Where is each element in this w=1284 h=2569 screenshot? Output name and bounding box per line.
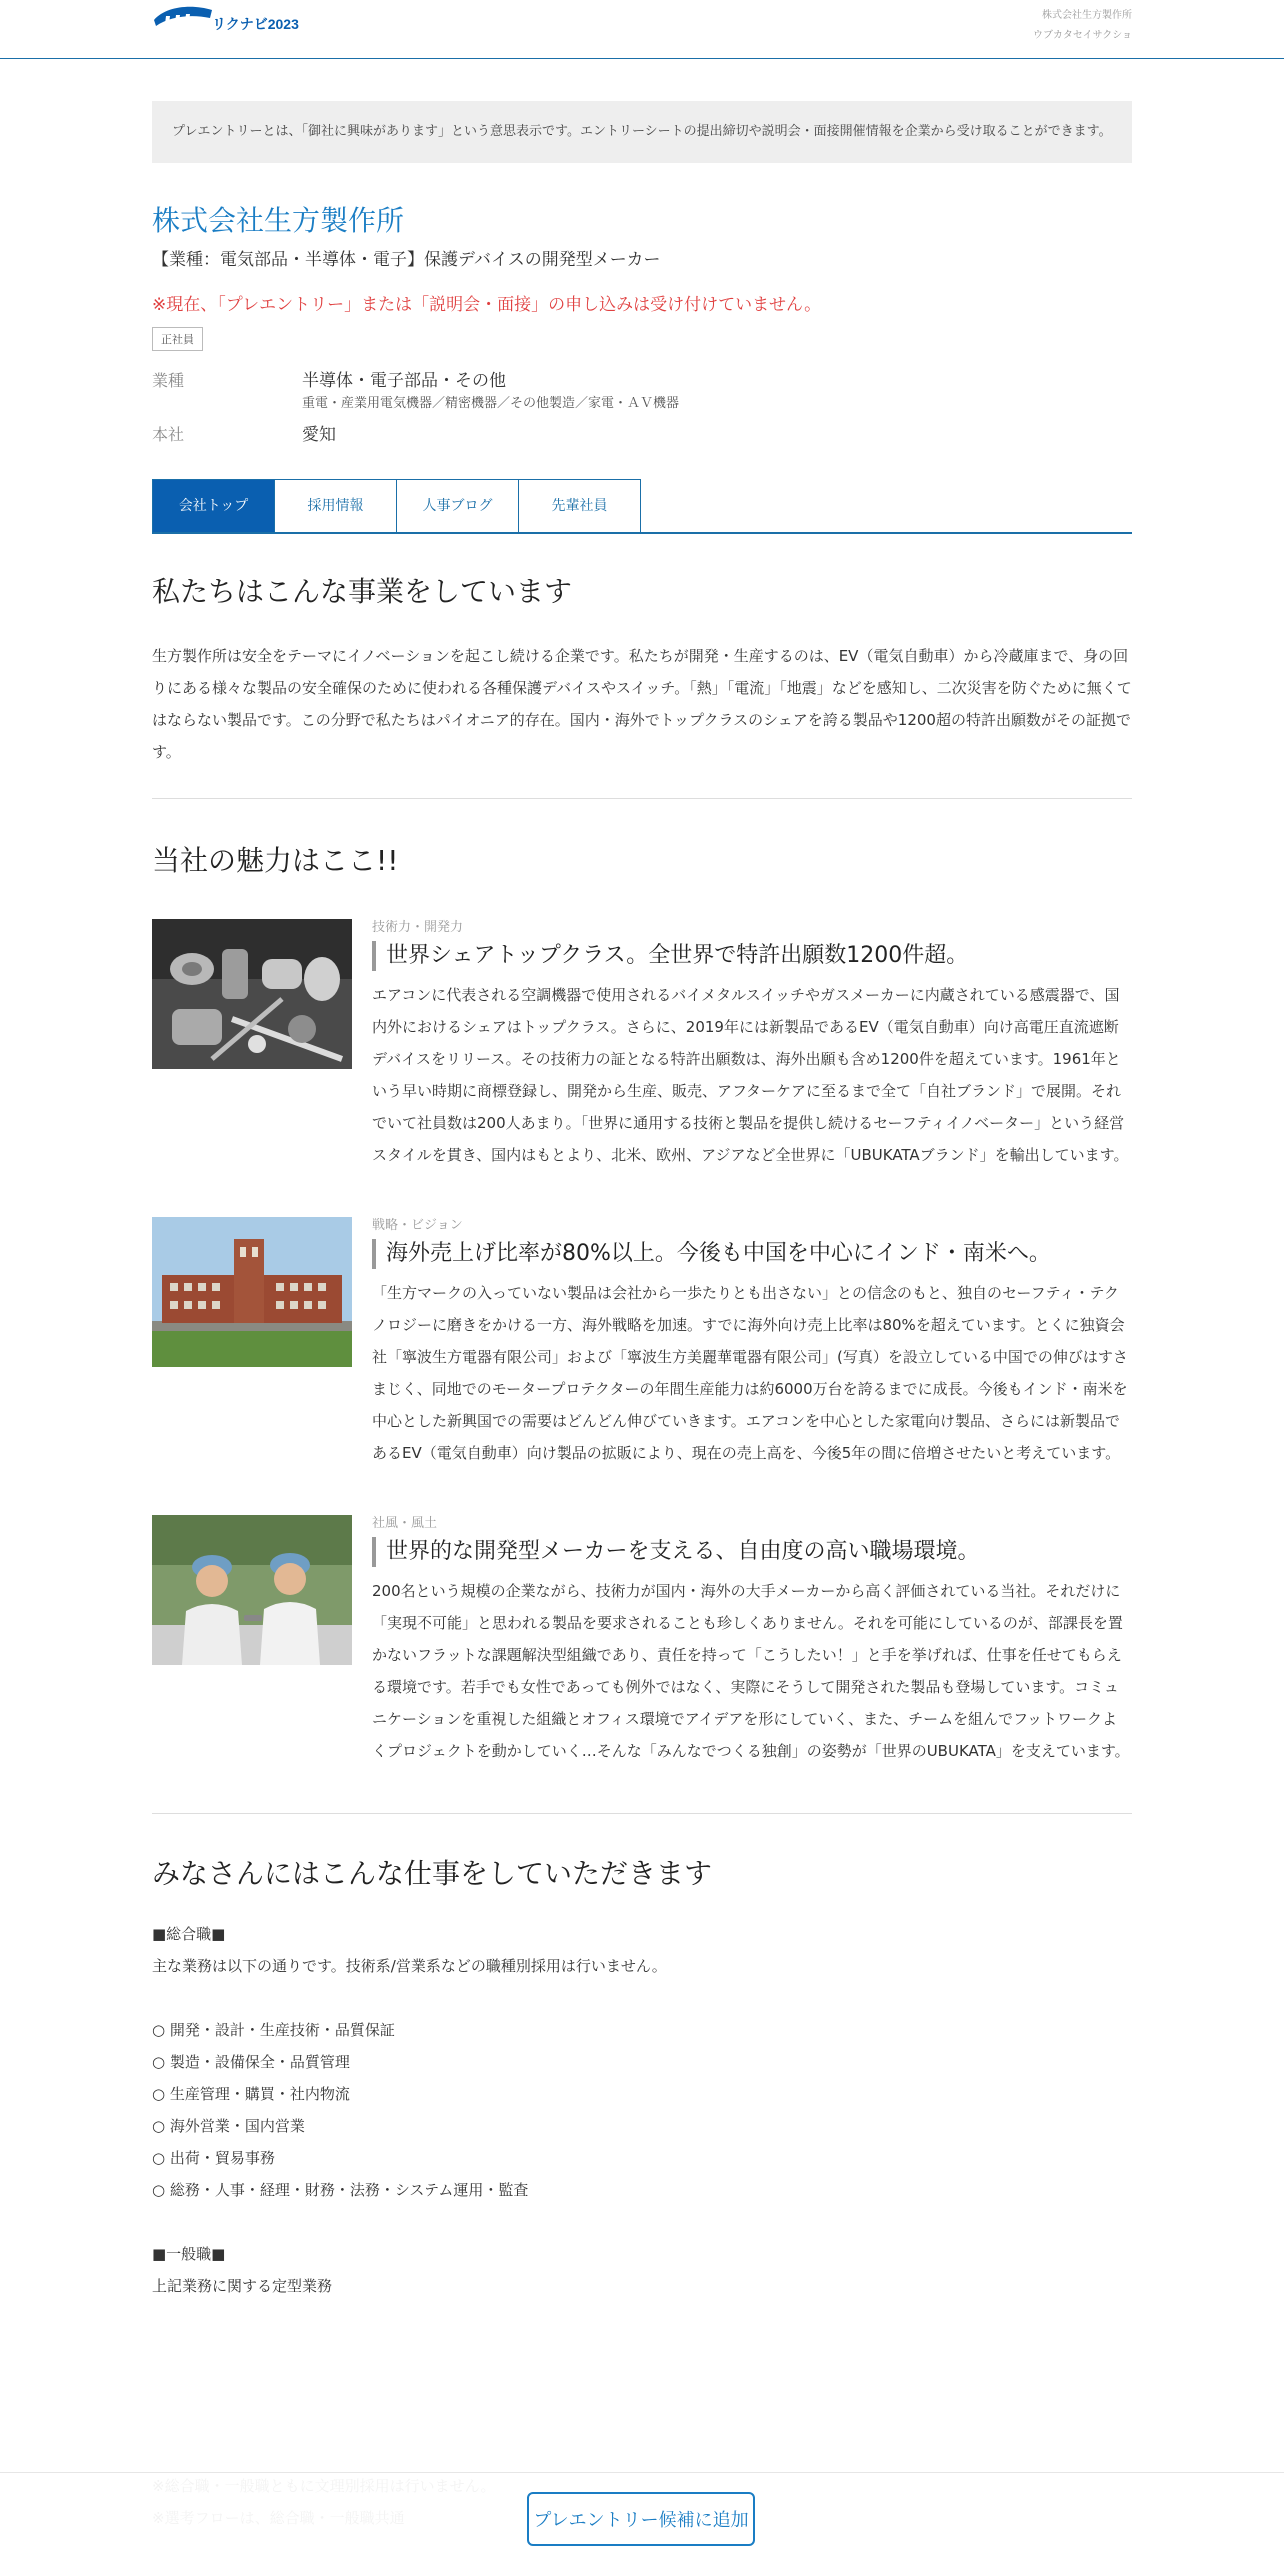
main-content (152, 101, 1132, 2302)
feature-body: 200名という規模の企業ながら、技術力が国内・海外の大手メーカーから高く評価されている当社。それだけに「実現不可能」と思われる製品を要求されることも珍しくありません。それを可能にしているのが、部課長を置かないフラットな課題解決型組織であり、責任を持って「こうしたい！」と手を挙げれば、仕事を任せてもらえる環境です。若手でも女性であっても例外ではなく、実際にそうして開発された製品も登場しています。コミュニケーションを重視した組織とオフィス環境でアイデアを形にしていく、また、チームを組んでフットワークよくプロジェクトを動かしていく…そんな「みんなでつくる独創」の姿勢が「世界のUBUKATA」を支えています。 (372, 1582, 1130, 1760)
feature-category: 技術力・開発力 (372, 920, 464, 935)
divider (152, 1813, 1132, 1814)
hq-value: 愛知 (302, 425, 336, 445)
work-content (152, 1918, 1132, 2302)
tab-company-top[interactable]: 会社トップ (152, 479, 275, 532)
work-item: ○ 総務・人事・経理・財務・法務・システム運用・監査 (152, 2181, 529, 2199)
feature-item (152, 1515, 1132, 1767)
feature-item (152, 1217, 1132, 1469)
factory-photo (152, 1217, 352, 1367)
company-info (152, 367, 1132, 449)
feature-body: エアコンに代表される空調機器で使用されるバイメタルスイッチやガスメーカーに内蔵されている感震器で、国内外におけるシェアはトップクラス。さらに、2019年には新製品であるEV（電気自動車）向け高電圧直流遮断デバイスをリリース。その技術力の証となる特許出願数は、海外出願も含め1200件を超えています。1961年という早い時期に商標登録し、開発から生産、販売、アフターケアに至るまで全て「自社ブランド」で展開。それでいて社員数は200人あまり。「世界に通用する技術と製品を提供し続けるセーフティイノベーター」という経営スタイルを貫き、国内はもとより、北米、欧州、アジアなど全世界に「UBUKATAブランド」を輸出しています。 (372, 986, 1129, 1164)
general-heading: ■総合職■ (152, 1925, 226, 1943)
header-company (1033, 6, 1132, 46)
feature-category: 社風・風土 (372, 1516, 438, 1531)
work-title: みなさんにはこんな仕事をしていただきます (152, 1857, 713, 1890)
tab-senior-staff[interactable]: 先輩社員 (518, 479, 641, 532)
tab-recruit-info[interactable]: 採用情報 (274, 479, 397, 532)
business-title: 私たちはこんな事業をしています (152, 575, 573, 608)
preentry-notice: プレエントリーとは、「御社に興味があります」という意思表示です。エントリーシートの提出締切や説明会・面接開催情報を企業から受け取ることができます。 (152, 101, 1132, 163)
rikunabi-logo-mark (152, 4, 214, 30)
industry-label: 業種 (152, 371, 185, 390)
business-text: 生方製作所は安全をテーマにイノベーションを起こし続ける企業です。私たちが開発・生産するのは、EV（電気自動車）から冷蔵庫まで、身の回りにある様々な製品の安全確保のために使われる各種保護デバイスやスイッチ。「熱」「電流」「地震」などを感知し、二次災害を防ぐために無くてはならない製品です。この分野で私たちはパイオニア的存在。国内・海外でトップクラスのシェアを誇る製品や1200超の特許出願数がその証拠です。 (152, 647, 1132, 761)
feature-title: 海外売上げ比率が80%以上。今後も中国を中心にインド・南米へ。 (372, 1239, 1132, 1269)
hq-row (152, 421, 1132, 449)
appeal-title: 当社の魅力はここ!! (152, 844, 399, 877)
feature-item (152, 919, 1132, 1171)
rikunabi-logo[interactable] (152, 4, 299, 32)
divider (152, 798, 1132, 799)
site-header (0, 0, 1284, 59)
industry-value: 半導体・電子部品・その他 (302, 371, 506, 391)
header-company-name: 株式会社生方製作所 (1042, 10, 1132, 21)
feature-title: 世界的な開発型メーカーを支える、自由度の高い職場環境。 (372, 1537, 1132, 1567)
clerical-heading: ■一般職■ (152, 2245, 226, 2263)
feature-category: 戦略・ビジョン (372, 1218, 463, 1233)
work-item: ○ 出荷・貿易事務 (152, 2149, 275, 2167)
general-intro: 主な業務は以下の通りです。技術系/営業系などの職種別採用は行いません。 (152, 1957, 667, 1975)
products-photo (152, 919, 352, 1069)
industry-sub: 重電・産業用電気機器／精密機器／その他製造／家電・ＡＶ機器 (302, 396, 680, 411)
entry-closed-warning: ※現在、「プレエントリー」または「説明会・面接」の申し込みは受け付けていません。 (152, 295, 822, 315)
company-name: 株式会社生方製作所 (152, 204, 405, 237)
feature-body: 「生方マークの入っていない製品は会社から一歩たりとも出さない」との信念のもと、独自のセーフティ・テクノロジーに磨きをかける一方、海外戦略を加速。すでに海外向け売上比率は80%を超えています。とくに独資会社「寧波生方電器有限公司」および「寧波生方美麗華電器有限公司」(写真）を設立している中国での伸びはすさまじく、同地でのモータープロテクターの年間生産能力は約6000万台を誇るまでに成長。今後もインド・南米を中心とした新興国での需要はどんどん伸びていきます。エアコンを中心とした家電向け製品、さらには新製品であるEV（電気自動車）向け製品の拡販により、現在の売上高を、今後5年の間に倍増させたいと考えています。 (372, 1284, 1128, 1462)
header-company-kana: ウブカタセイサクショ (1033, 30, 1132, 41)
clerical-text: 上記業務に関する定型業務 (152, 2277, 333, 2295)
work-item: ○ 開発・設計・生産技術・品質保証 (152, 2021, 395, 2039)
logo-text: リクナビ2023 (212, 16, 299, 32)
tab-hr-blog[interactable]: 人事ブログ (396, 479, 519, 532)
hq-label: 本社 (152, 425, 185, 444)
industry-row (152, 367, 1132, 413)
feature-title: 世界シェアトップクラス。全世界で特許出願数1200件超。 (372, 941, 1132, 971)
feature-list (152, 919, 1132, 1767)
work-item: ○ 海外営業・国内営業 (152, 2117, 305, 2135)
add-preentry-candidate-button[interactable]: プレエントリー候補に追加 (527, 2492, 755, 2546)
workers-photo (152, 1515, 352, 1665)
work-item: ○ 製造・設備保全・品質管理 (152, 2053, 350, 2071)
employment-tag: 正社員 (152, 327, 203, 351)
work-item: ○ 生産管理・購買・社内物流 (152, 2085, 350, 2103)
company-catch: 【業種：電気部品・半導体・電子】保護デバイスの開発型メーカー (152, 250, 661, 270)
company-tabs (152, 479, 1132, 534)
